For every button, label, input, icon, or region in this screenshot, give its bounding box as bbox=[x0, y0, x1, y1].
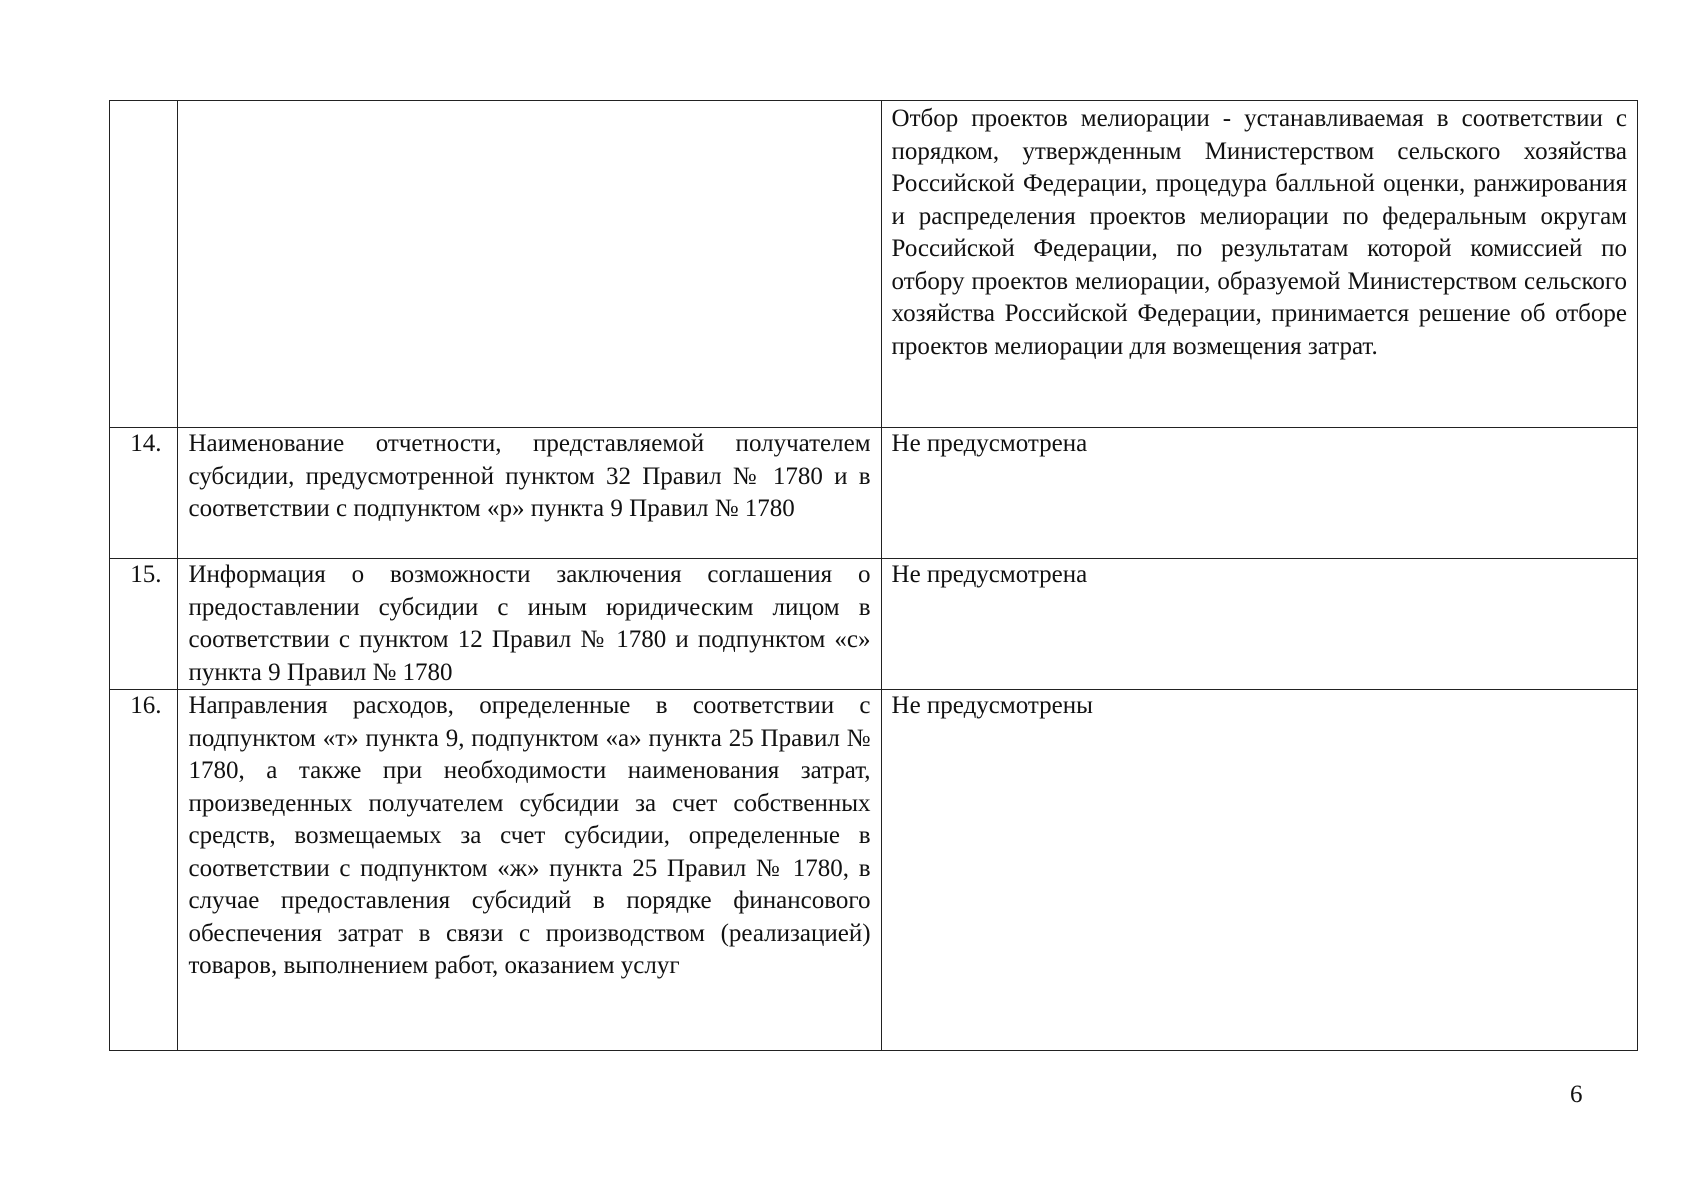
table-row bbox=[110, 428, 1638, 559]
table-row bbox=[110, 101, 1638, 428]
row-name-cell: Информация о возможности заключения соглашения о предоставлении субсидии с иным юридическим лицом в соответствии с пунктом 12 Правил № 1780 и подпунктом «с» пункта 9 Правил № 1780 bbox=[178, 559, 881, 690]
document-table bbox=[109, 100, 1638, 1051]
row-number-cell: 16. bbox=[110, 690, 178, 1051]
table-row bbox=[110, 690, 1638, 1051]
page-number: 6 bbox=[1570, 1081, 1583, 1108]
row-value-cell: Не предусмотрена bbox=[881, 559, 1637, 690]
row-number-cell bbox=[110, 101, 178, 428]
row-name-cell bbox=[178, 101, 881, 428]
row-number-cell: 15. bbox=[110, 559, 178, 690]
row-value-cell: Не предусмотрены bbox=[881, 690, 1637, 1051]
row-name-cell: Направления расходов, определенные в соответствии с подпунктом «т» пункта 9, подпунктом «а» пункта 25 Правил № 1780, а также при необходимости наименования затрат, произведенных получателем субсидии за счет собственных средств, возмещаемых за счет субсидии, определенные в соответствии с подпунктом «ж» пункта 25 Правил № 1780, в случае предоставления субсидий в порядке финансового обеспечения затрат в связи с производством (реализацией) товаров, выполнением работ, оказанием услуг bbox=[178, 690, 881, 1051]
row-name-cell: Наименование отчетности, представляемой получателем субсидии, предусмотренной пунктом 32 Правил № 1780 и в соответствии с подпунктом «р» пункта 9 Правил № 1780 bbox=[178, 428, 881, 559]
row-number-cell: 14. bbox=[110, 428, 178, 559]
row-value-cell: Не предусмотрена bbox=[881, 428, 1637, 559]
table-row bbox=[110, 559, 1638, 690]
row-value-cell: Отбор проектов мелиорации - устанавливаемая в соответствии с порядком, утвержденным Министерством сельского хозяйства Российской Федерации, процедура балльной оценки, ранжирования и распределения проектов мелиорации по федеральным округам Российской Федерации, по результатам которой комиссией по отбору проектов мелиорации, образуемой Министерством сельского хозяйства Российской Федерации, принимается решение об отборе проектов мелиорации для возмещения затрат. bbox=[881, 101, 1637, 428]
